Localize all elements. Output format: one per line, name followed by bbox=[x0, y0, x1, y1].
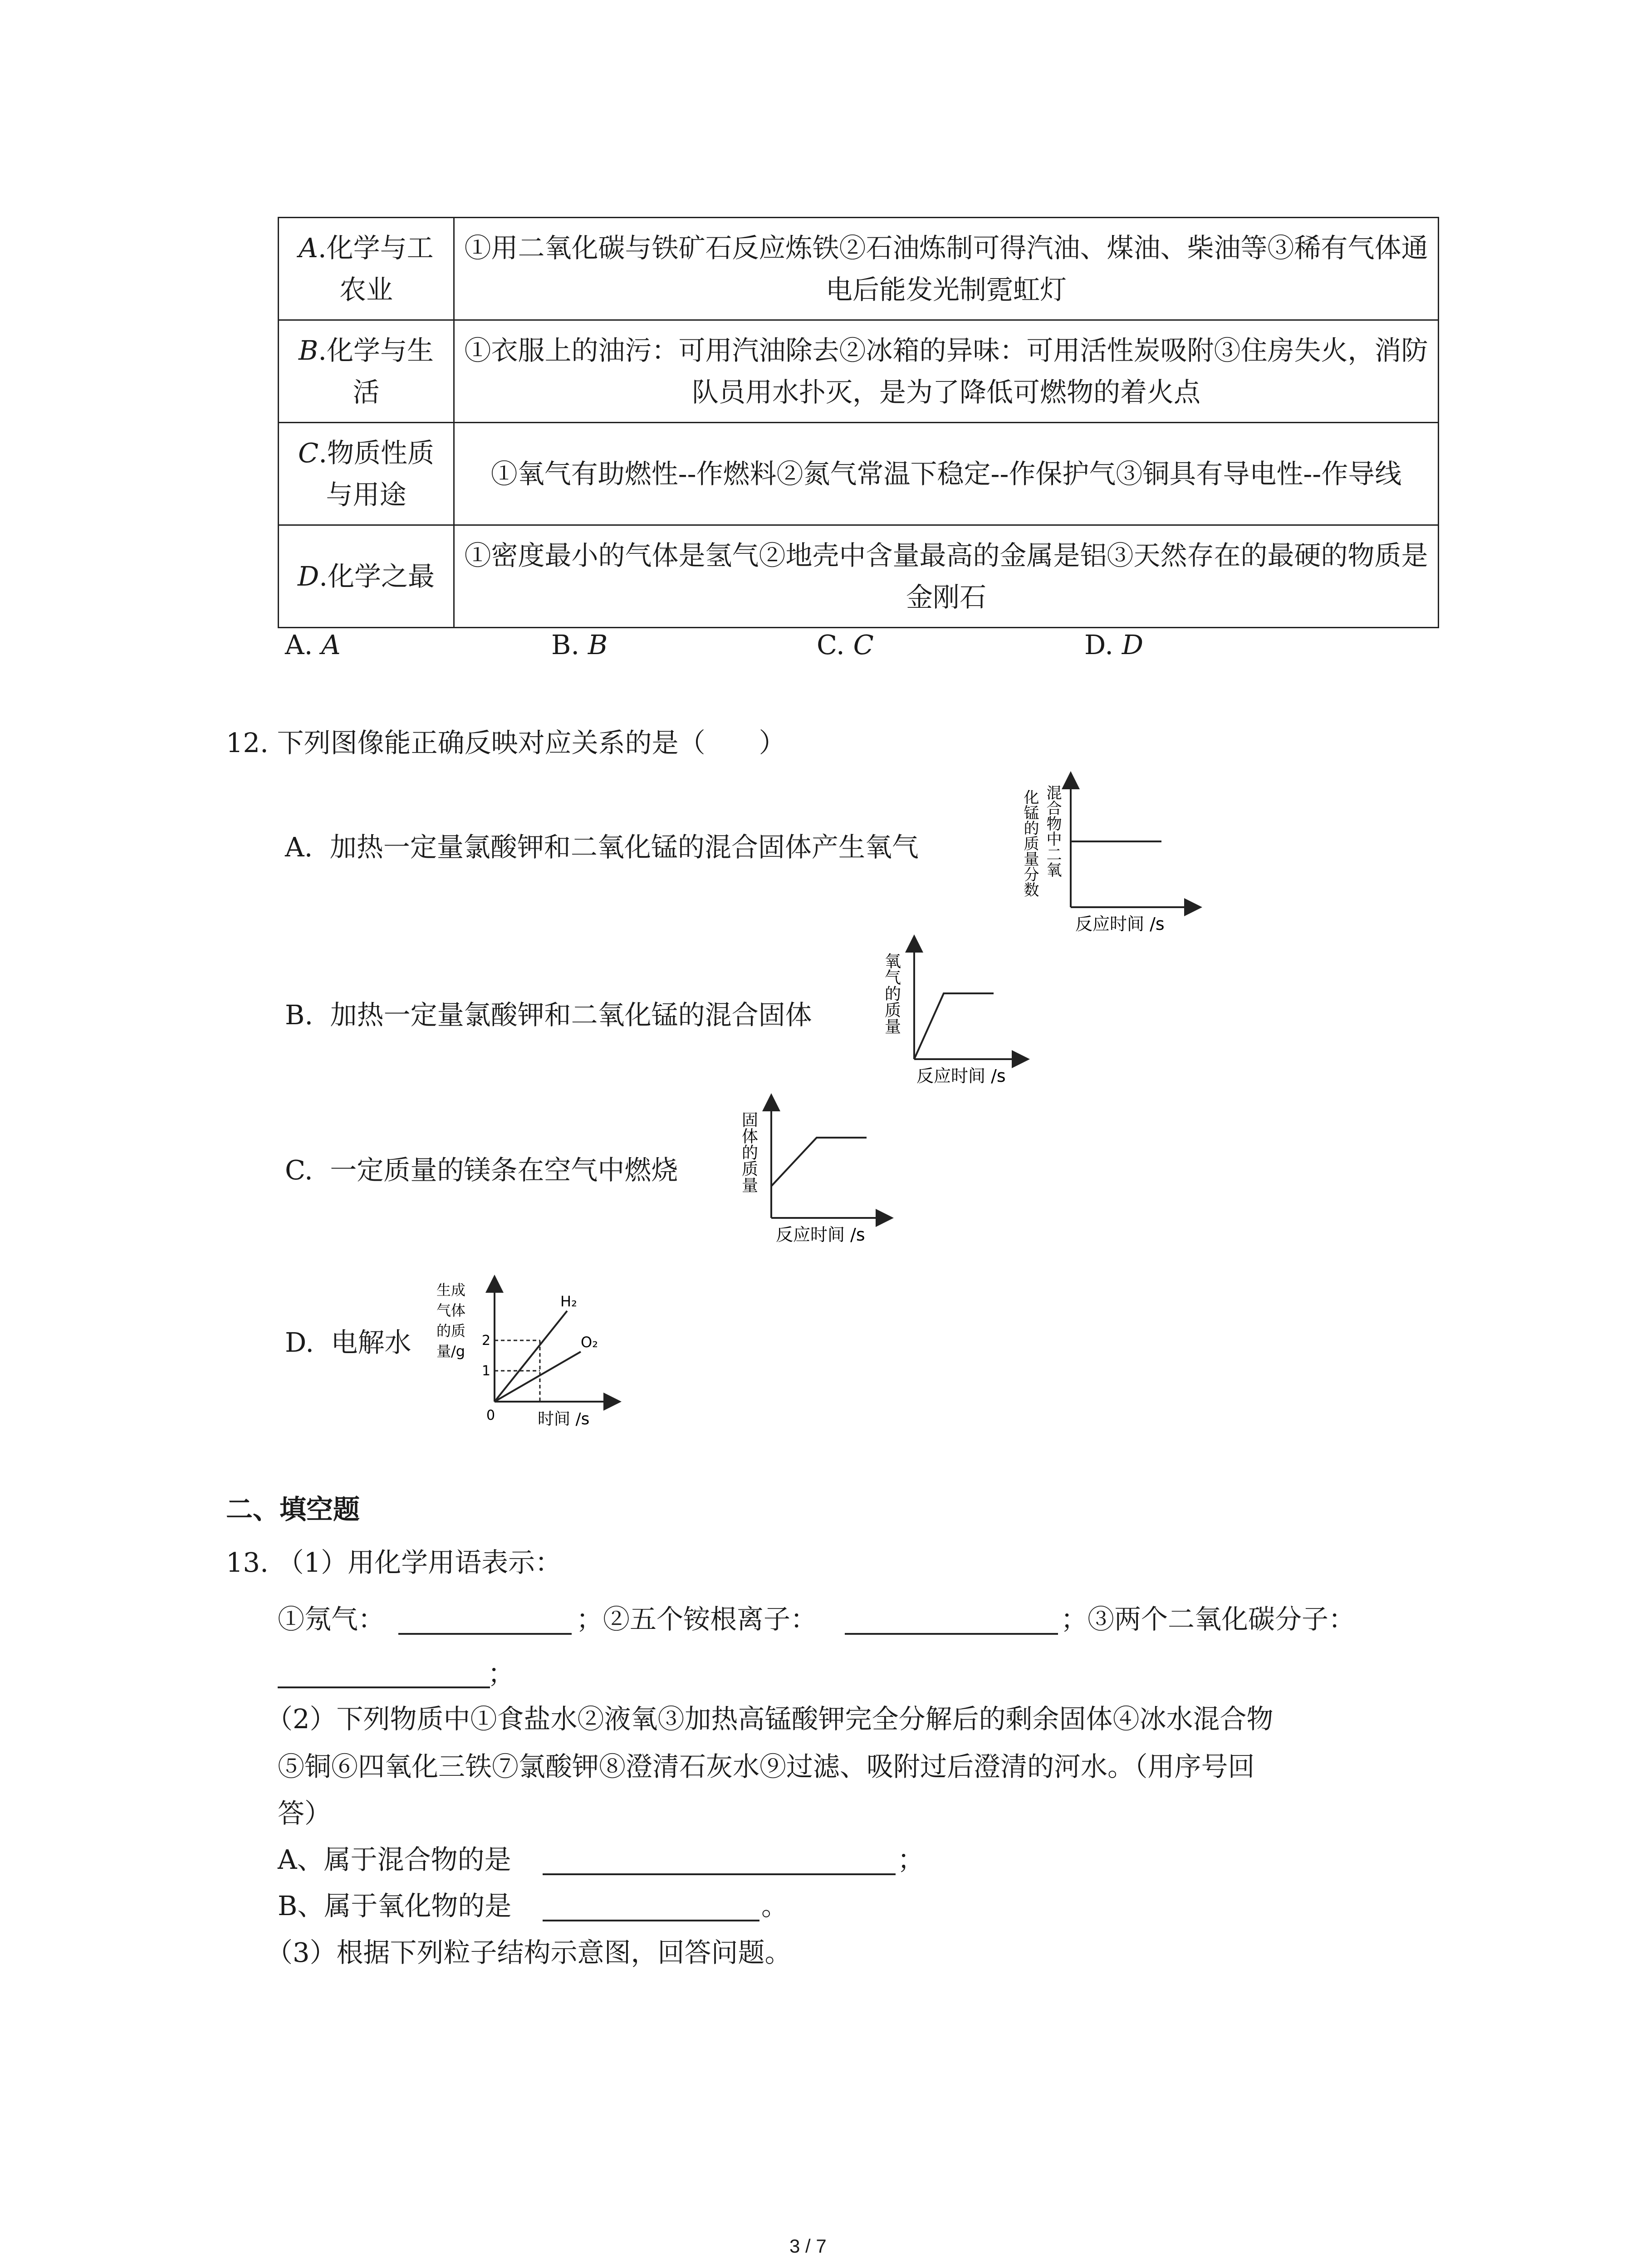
q13-part2-a-end: ； bbox=[897, 1844, 925, 1875]
row-content: ①密度最小的气体是氢气②地壳中含量最高的金属是铝③天然存在的最硬的物质是金刚石 bbox=[454, 525, 1439, 628]
q13-part2-line2: ⑤铜⑥四氧化三铁⑦氯酸钾⑧澄清石灰水⑨过滤、吸附过后澄清的河水。（用序号回 bbox=[278, 1751, 1255, 1782]
q13-item1-label: ①氖气： bbox=[278, 1603, 385, 1635]
row-label: B.化学与生活 bbox=[279, 320, 454, 423]
tick-1: 1 bbox=[482, 1363, 491, 1379]
q13-part1-title: 13. （1）用化学用语表示： bbox=[226, 1547, 562, 1578]
x-label: 反应时间 /s bbox=[1075, 914, 1165, 934]
row-label: A.化学与工农业 bbox=[279, 218, 454, 320]
q12-option-a[interactable]: A. 加热一定量氯酸钾和二氧化锰的混合固体产生氧气 bbox=[285, 831, 919, 863]
row-label: C.物质性质与用途 bbox=[279, 423, 454, 525]
q13-part2-b-end: 。 bbox=[761, 1890, 789, 1921]
y-label: 氧气的质量 bbox=[882, 953, 901, 1034]
q11-options-table bbox=[278, 217, 1439, 628]
row-content: ①用二氧化碳与铁矿石反应炼铁②石油炼制可得汽油、煤油、柴油等③稀有气体通电后能发光制霓虹灯 bbox=[454, 218, 1439, 320]
table-row bbox=[279, 423, 1439, 525]
x-label: 反应时间 /s bbox=[776, 1225, 865, 1245]
graph-b bbox=[882, 934, 1030, 1089]
line-h2 bbox=[495, 1311, 567, 1402]
table-row bbox=[279, 525, 1439, 628]
x-label: 反应时间 /s bbox=[916, 1066, 1006, 1086]
q12-stem: 12. 下列图像能正确反映对应关系的是（ ） bbox=[226, 727, 786, 758]
answer-blank-ammonium[interactable] bbox=[845, 1633, 1058, 1635]
y-label-2: 气体 bbox=[436, 1302, 466, 1319]
row-content: ①衣服上的油污：可用汽油除去②冰箱的异味：可用活性炭吸附③住房失火，消防队员用水扑灭，是为了降低可燃物的着火点 bbox=[454, 320, 1439, 423]
label-h2: H₂ bbox=[560, 1293, 577, 1310]
q13-part2-b-label: B、属于氧化物的是 bbox=[278, 1890, 512, 1921]
q13-part2-line3: 答） bbox=[278, 1798, 332, 1829]
row-label: D.化学之最 bbox=[279, 525, 454, 628]
q13-item2-label: ；②五个铵根离子： bbox=[576, 1603, 818, 1635]
graph-d bbox=[436, 1270, 617, 1429]
answer-blank-oxides[interactable] bbox=[543, 1920, 759, 1921]
answer-blank-neon[interactable] bbox=[398, 1633, 572, 1635]
q11-choice-d[interactable]: D. D bbox=[1084, 629, 1144, 660]
graph-c bbox=[730, 1093, 894, 1247]
table-row bbox=[279, 218, 1439, 320]
graph-a bbox=[1016, 771, 1198, 934]
x-label: 时间 /s bbox=[538, 1410, 590, 1428]
y-label-inner: 混合物中二氧 bbox=[1043, 785, 1062, 877]
q13-part2-a-label: A、属于混合物的是 bbox=[278, 1844, 511, 1875]
q12-option-b[interactable]: B. 加热一定量氯酸钾和二氧化锰的混合固体 bbox=[285, 999, 812, 1031]
origin-label: 0 bbox=[486, 1408, 495, 1423]
line-o2 bbox=[495, 1352, 581, 1402]
y-label-3: 的质 bbox=[436, 1322, 466, 1339]
q12-option-d[interactable]: D. 电解水 bbox=[285, 1327, 411, 1358]
q13-part2-line1: （2）下列物质中①食盐水②液氧③加热高锰酸钾完全分解后的剩余固体④冰水混合物 bbox=[266, 1703, 1274, 1735]
tick-2: 2 bbox=[482, 1333, 491, 1349]
y-label-outer: 化锰的质量分数 bbox=[1021, 789, 1039, 897]
y-label-4: 量/g bbox=[436, 1343, 465, 1360]
graph-line bbox=[914, 993, 994, 1059]
page-number: 3 / 7 bbox=[789, 2235, 827, 2257]
graph-line bbox=[771, 1138, 867, 1186]
q11-choice-a[interactable]: A. A bbox=[285, 629, 341, 660]
q11-choice-c[interactable]: C. C bbox=[817, 629, 874, 660]
y-label-1: 生成 bbox=[436, 1281, 466, 1299]
y-label: 固体的质量 bbox=[739, 1111, 758, 1193]
q13-item3-label: ；③两个二氧化碳分子： bbox=[1061, 1603, 1356, 1635]
q11-choice-b[interactable]: B. B bbox=[551, 629, 608, 660]
answer-blank-mixtures[interactable] bbox=[543, 1873, 896, 1875]
q13-item3-end: ； bbox=[488, 1658, 515, 1689]
q13-part3: （3）根据下列粒子结构示意图，回答问题。 bbox=[266, 1937, 792, 1968]
row-content: ①氧气有助燃性--作燃料②氮气常温下稳定--作保护气③铜具有导电性--作导线 bbox=[454, 423, 1439, 525]
table-row bbox=[279, 320, 1439, 423]
section-title: 二、填空题 bbox=[226, 1494, 360, 1525]
q12-option-c[interactable]: C. 一定质量的镁条在空气中燃烧 bbox=[285, 1154, 678, 1186]
label-o2: O₂ bbox=[581, 1334, 598, 1351]
answer-blank-co2[interactable] bbox=[278, 1686, 490, 1688]
